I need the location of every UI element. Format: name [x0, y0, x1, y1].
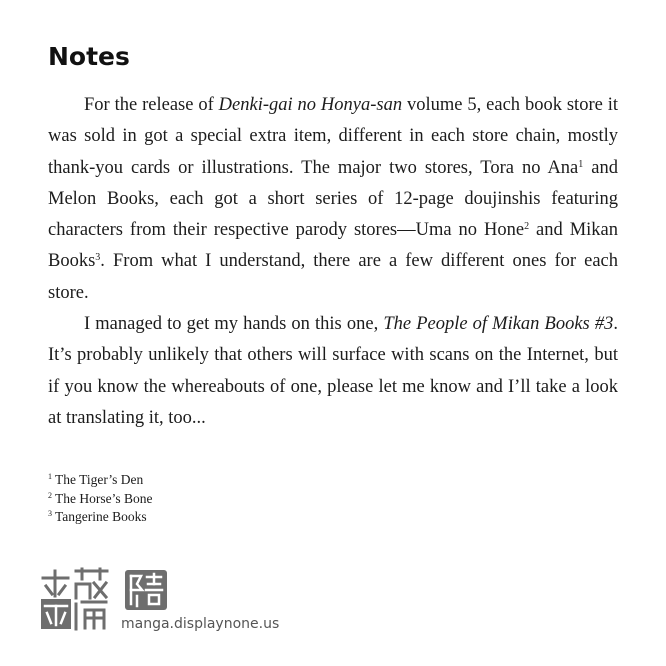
footnote-item: $^2$ The Horse’s Bone [48, 490, 153, 506]
doujinshi-title: The People of Mikan Books #3 [383, 314, 614, 335]
site-url: manga.displaynone.us [121, 616, 280, 632]
footnote-item: $^1$ The Tiger’s Den [48, 472, 144, 487]
footnotes [48, 471, 152, 527]
paragraph-translation-info: I managed to get my hands on this one, The People of Mikan Books #3. It’s probably unlikely that others will surface with scans on the Internet, but if you know the whereabouts of one, please let me know and I’ll take a look at translating it, too... [48, 314, 618, 428]
book-title: Denki-gai no Honya-san [218, 95, 403, 115]
square-seal-icon [123, 568, 169, 612]
footnote-item: $^3$ Tangerine Books [48, 509, 147, 524]
footnote-ref-3: 3 [95, 252, 101, 264]
footnote-ref-1: 1 [578, 158, 584, 170]
page-title: Notes [48, 42, 130, 71]
footnote-ref-2: 2 [524, 221, 530, 233]
seal-stamp-icon [38, 566, 110, 632]
notes-body [48, 90, 618, 434]
paragraph-release-info: For the release of Denki-gai no Honya-san volume 5, each book store it was sold in got a special extra item, different in each store chain, mostly thank-you cards or illustrations. The major two stores, Tora no Ana$^1$ and Melon Books, each got a short series of 12-page doujinshis featuring characters from their respective parody stores—Uma no Hone$^2$ and Mikan Books$^3$. From what I understand, there are a few different ones for each store. [48, 95, 618, 303]
